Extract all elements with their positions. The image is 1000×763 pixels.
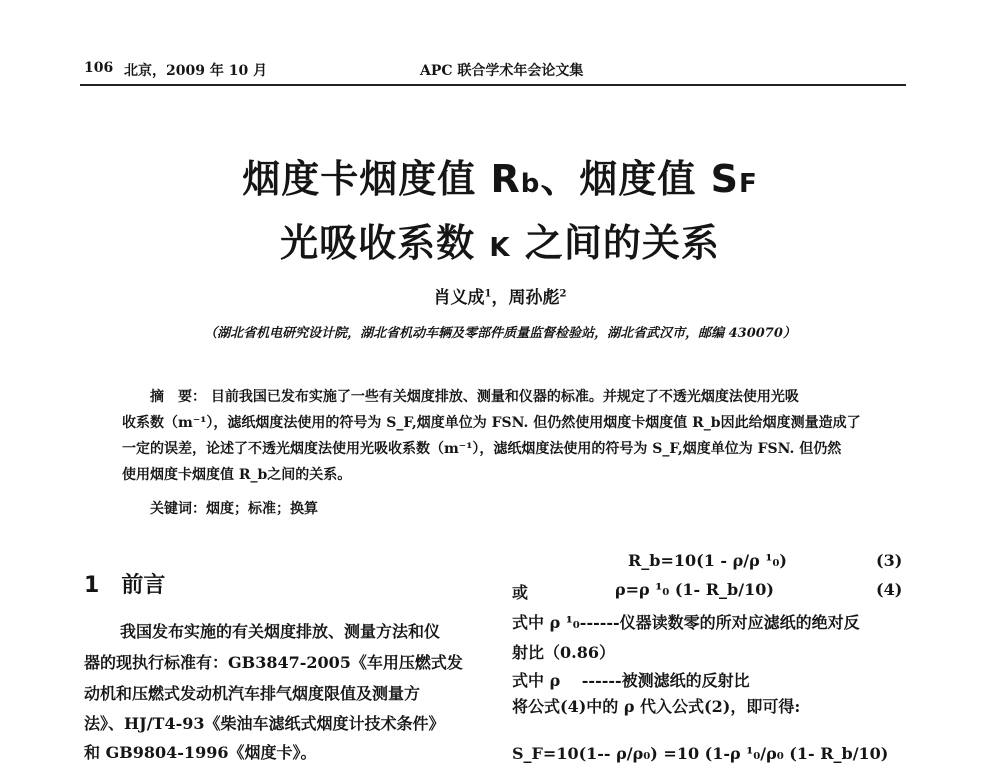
paper-title-line2: 光吸收系数 K 之间的关系 — [280, 221, 720, 265]
equation-3-number: (3) — [876, 551, 903, 570]
header-proceedings: APC 联合学术年会论文集 — [420, 63, 584, 79]
body-line: 动机和压燃式发动机汽车排气烟度限值及测量方 — [84, 684, 421, 703]
authors: 肖义成$^1$，周孙彪$^2$ — [433, 288, 567, 308]
header-rule — [80, 84, 906, 86]
page-number: 106 — [84, 60, 114, 76]
abstract-line3: 一定的误差，论述了不透光烟度法使用光吸收系数（m⁻¹），滤纸烟度法使用的符号为 S_F,烟度单位为 FSN. 但仍然 — [122, 441, 842, 457]
paper-title-line1: 烟度卡烟度值 Rb、烟度值 SF — [242, 157, 758, 201]
equation-5: S_F=10(1-- ρ/ρ₀) =10 (1-ρ ¹₀/ρ₀ (1- R_b/10) — [512, 744, 889, 763]
definition-rho: 式中 ρ ------被测滤纸的反射比 — [512, 671, 750, 690]
affiliation: （湖北省机电研究设计院，湖北省机动车辆及零部件质量监督检验站，湖北省武汉市，邮编 430070） — [204, 326, 796, 341]
equation-4: ρ=ρ ¹₀ (1- R_b/10) — [615, 580, 774, 599]
header-date: 北京，2009 年 10 月 — [124, 63, 268, 79]
abstract-line1: 摘 要： 目前我国已发布实施了一些有关烟度排放、测量和仪器的标准。并规定了不透光烟度法使用光吸 — [150, 389, 799, 405]
substitution-text: 将公式(4)中的 ρ 代入公式(2)，即可得: — [512, 697, 801, 716]
body-line: 我国发布实施的有关烟度排放、测量方法和仪 — [120, 622, 441, 641]
body-line: 法》、HJ/T4-93《柴油车滤纸式烟度计技术条件》 — [84, 714, 445, 733]
equation-3: R_b=10(1 - ρ/ρ ¹₀) — [628, 551, 787, 570]
body-line: 和 GB9804-1996《烟度卡》。 — [84, 743, 317, 762]
keywords: 关键词：烟度；标准；换算 — [150, 501, 318, 517]
abstract-line2: 收系数（m⁻¹），滤纸烟度法使用的符号为 S_F,烟度单位为 FSN. 但仍然使用烟度卡烟度值 R_b因此给烟度测量造成了 — [122, 415, 861, 431]
equation-4-prefix: 或 — [512, 583, 529, 602]
equation-4-number: (4) — [876, 580, 903, 599]
definition-rho0-cont: 射比（0.86） — [512, 643, 615, 662]
section-heading: 1 前言 — [84, 573, 166, 598]
body-line: 器的现执行标准有：GB3847-2005《车用压燃式发 — [84, 653, 463, 672]
abstract-line4: 使用烟度卡烟度值 R_b之间的关系。 — [122, 467, 352, 483]
definition-rho0: 式中 ρ ¹₀------仪器读数零的所对应滤纸的绝对反 — [512, 613, 860, 632]
